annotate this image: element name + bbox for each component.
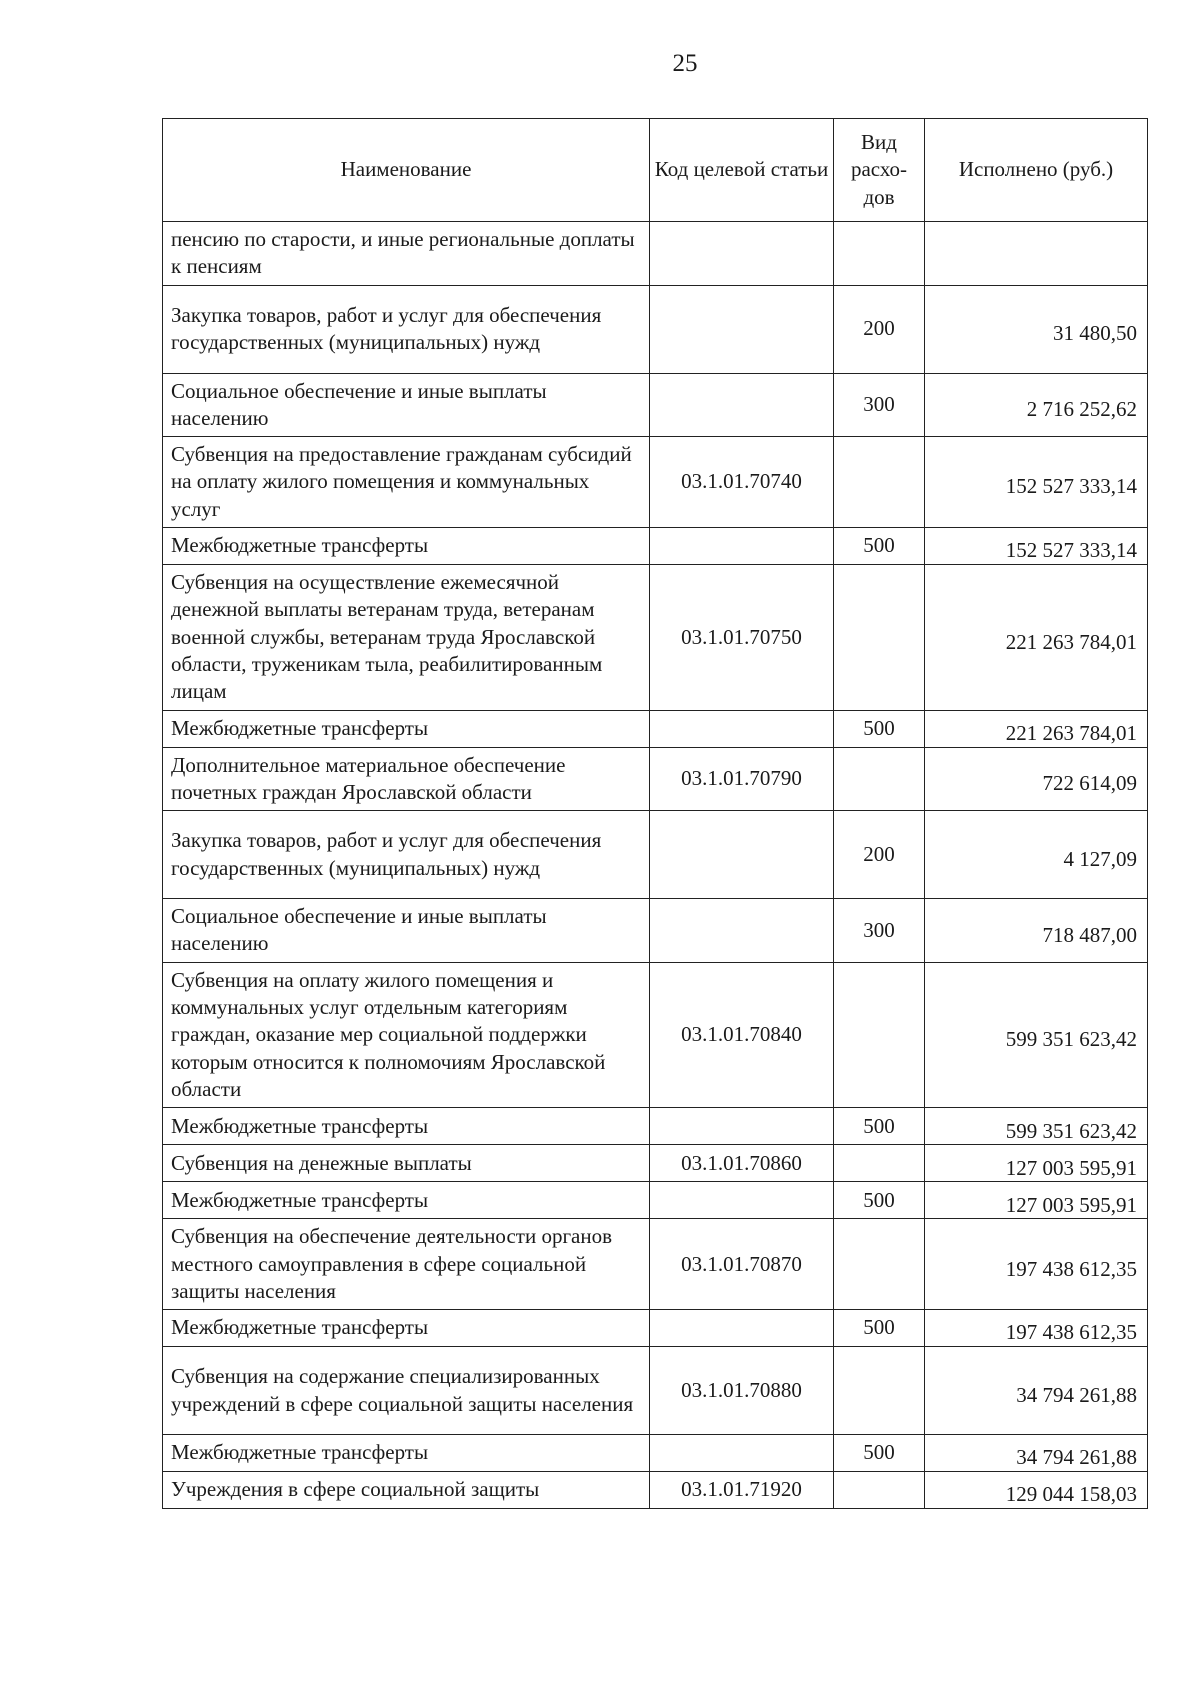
row-amount-cell — [925, 1182, 1148, 1219]
row-amount-cell — [925, 285, 1148, 373]
row-code-cell — [650, 437, 834, 528]
row-amount-text: 129 044 158,03 — [1005, 1482, 1137, 1507]
row-code-cell — [650, 962, 834, 1107]
row-kind-text: 200 — [863, 316, 895, 341]
header-name: Наименование — [163, 119, 650, 222]
row-code-text: 03.1.01.70860 — [681, 1150, 802, 1175]
table-row — [163, 1108, 1148, 1145]
row-amount-text: 2 716 252,62 — [1026, 397, 1137, 422]
row-code-text: 03.1.01.70880 — [681, 1377, 802, 1402]
row-amount-cell — [925, 1145, 1148, 1182]
row-code-cell — [650, 1310, 834, 1347]
row-amount-text: 152 527 333,14 — [1005, 474, 1137, 499]
row-kind-text: 500 — [863, 1440, 895, 1465]
row-amount-text: 221 263 784,01 — [1005, 720, 1137, 745]
row-name-cell — [163, 1435, 650, 1472]
row-name-cell — [163, 899, 650, 963]
row-name-text: Межбюджетные трансферты — [171, 1315, 429, 1340]
row-amount-text: 197 438 612,35 — [1005, 1256, 1137, 1281]
row-amount-cell — [925, 528, 1148, 565]
row-code-text: 03.1.01.70790 — [681, 766, 802, 791]
row-amount-text: 127 003 595,91 — [1005, 1192, 1137, 1217]
row-name-cell — [163, 1108, 650, 1145]
row-name-text: Субвенция на денежные выплаты — [171, 1150, 472, 1175]
row-name-text: Социальное обеспечение и иные выплаты населению — [171, 378, 547, 430]
row-kind-text: 500 — [863, 533, 895, 558]
table-header-row — [163, 119, 1148, 222]
row-name-cell — [163, 1347, 650, 1435]
row-name-text: Межбюджетные трансферты — [171, 1113, 429, 1138]
row-name-text: Социальное обеспечение и иные выплаты населению — [171, 904, 547, 956]
row-amount-text: 31 480,50 — [1053, 321, 1137, 346]
row-amount-cell — [925, 811, 1148, 899]
row-amount-cell — [925, 373, 1148, 437]
row-code-text: 03.1.01.70740 — [681, 469, 802, 494]
row-code-cell — [650, 222, 834, 286]
row-name-text: Закупка товаров, работ и услуг для обеспечения государственных (муниципальных) нужд — [171, 828, 602, 880]
row-name-text: Субвенция на предоставление гражданам субсидий на оплату жилого помещения и коммунальных услуг — [171, 442, 632, 521]
row-kind-cell — [834, 1145, 925, 1182]
row-code-text: 03.1.01.71920 — [681, 1477, 802, 1502]
row-amount-text: 718 487,00 — [1042, 922, 1137, 947]
row-name-cell — [163, 1182, 650, 1219]
row-amount-cell — [925, 565, 1148, 710]
row-amount-cell — [925, 437, 1148, 528]
row-code-cell — [650, 747, 834, 811]
table-row — [163, 710, 1148, 747]
row-amount-cell — [925, 1310, 1148, 1347]
row-kind-cell — [834, 565, 925, 710]
row-code-cell — [650, 528, 834, 565]
row-amount-text: 34 794 261,88 — [1016, 1382, 1137, 1407]
row-amount-cell — [925, 1108, 1148, 1145]
row-kind-cell — [834, 1182, 925, 1219]
row-kind-cell — [834, 285, 925, 373]
row-amount-cell — [925, 1435, 1148, 1472]
row-code-cell — [650, 1108, 834, 1145]
row-kind-cell — [834, 222, 925, 286]
row-name-cell — [163, 437, 650, 528]
row-code-cell — [650, 373, 834, 437]
row-name-cell — [163, 565, 650, 710]
row-kind-cell — [834, 528, 925, 565]
table-row — [163, 565, 1148, 710]
row-amount-text: 722 614,09 — [1042, 771, 1137, 796]
row-amount-cell — [925, 962, 1148, 1107]
row-kind-cell — [834, 1347, 925, 1435]
row-name-text: Учреждения в сфере социальной защиты — [171, 1477, 540, 1502]
table-row — [163, 1145, 1148, 1182]
row-kind-cell — [834, 1219, 925, 1310]
table-row — [163, 1435, 1148, 1472]
row-name-text: Межбюджетные трансферты — [171, 1187, 429, 1212]
row-kind-cell — [834, 1472, 925, 1509]
table-row — [163, 1310, 1148, 1347]
row-amount-text: 197 438 612,35 — [1005, 1320, 1137, 1345]
row-name-text: Субвенция на оплату жилого помещения и коммунальных услуг отдельным категориям граждан, оказание мер социальной поддержки которым относится к полномочиям Ярославской области — [171, 967, 606, 1101]
page-number: 25 — [672, 50, 698, 77]
row-name-text: Межбюджетные трансферты — [171, 1440, 429, 1465]
row-name-cell — [163, 1472, 650, 1509]
header-kind: Вид расхо-дов — [834, 119, 925, 222]
row-code-cell — [650, 811, 834, 899]
table-row — [163, 899, 1148, 963]
row-name-cell — [163, 285, 650, 373]
table-row — [163, 528, 1148, 565]
row-name-cell — [163, 373, 650, 437]
row-kind-cell — [834, 1108, 925, 1145]
table-body — [163, 222, 1148, 1509]
row-amount-cell — [925, 710, 1148, 747]
row-code-cell — [650, 899, 834, 963]
table-row — [163, 222, 1148, 286]
row-name-text: пенсию по старости, и иные региональные доплаты к пенсиям — [171, 227, 635, 279]
row-code-cell — [650, 1182, 834, 1219]
table-row — [163, 1182, 1148, 1219]
table-row — [163, 747, 1148, 811]
row-kind-text: 300 — [863, 392, 895, 417]
row-name-text: Субвенция на обеспечение деятельности органов местного самоуправления в сфере социальной защиты населения — [171, 1224, 613, 1303]
row-kind-text: 500 — [863, 1113, 895, 1138]
row-name-text: Межбюджетные трансферты — [171, 533, 429, 558]
row-name-text: Межбюджетные трансферты — [171, 715, 429, 740]
row-kind-cell — [834, 811, 925, 899]
table-row — [163, 437, 1148, 528]
row-amount-cell — [925, 1219, 1148, 1310]
row-amount-cell — [925, 1347, 1148, 1435]
row-code-cell — [650, 1347, 834, 1435]
row-name-cell — [163, 962, 650, 1107]
table-row — [163, 811, 1148, 899]
row-name-cell — [163, 1145, 650, 1182]
row-name-cell — [163, 528, 650, 565]
row-kind-cell — [834, 899, 925, 963]
table-row — [163, 1347, 1148, 1435]
row-name-cell — [163, 222, 650, 286]
row-name-cell — [163, 710, 650, 747]
expenditure-table — [162, 118, 1148, 1509]
row-code-cell — [650, 285, 834, 373]
row-kind-text: 300 — [863, 917, 895, 942]
row-amount-text: 4 127,09 — [1063, 847, 1137, 871]
row-amount-cell — [925, 222, 1148, 286]
row-amount-cell — [925, 1472, 1148, 1509]
row-code-text: 03.1.01.70870 — [681, 1251, 802, 1276]
header-amount: Исполнено (руб.) — [925, 119, 1148, 222]
header-code: Код целевой статьи — [650, 119, 834, 222]
row-name-cell — [163, 747, 650, 811]
row-kind-cell — [834, 962, 925, 1107]
row-name-text: Субвенция на осуществление ежемесячной денежной выплаты ветеранам труда, ветеранам военной службы, ветеранам труда Ярославской области, труженикам тыла, реабилитированным лицам — [171, 570, 603, 704]
row-name-text: Субвенция на содержание специализированных учреждений в сфере социальной защиты населения — [171, 1364, 634, 1416]
row-name-cell — [163, 811, 650, 899]
row-code-cell — [650, 1219, 834, 1310]
row-amount-text: 152 527 333,14 — [1005, 538, 1137, 563]
row-name-text: Дополнительное материальное обеспечение почетных граждан Ярославской области — [171, 752, 566, 804]
row-amount-text: 221 263 784,01 — [1005, 629, 1137, 654]
row-amount-text: 599 351 623,42 — [1005, 1027, 1137, 1052]
row-kind-cell — [834, 373, 925, 437]
row-code-cell — [650, 1145, 834, 1182]
row-amount-text: 127 003 595,91 — [1005, 1155, 1137, 1180]
row-kind-text: 500 — [863, 1187, 895, 1212]
row-kind-cell — [834, 1435, 925, 1472]
row-code-cell — [650, 1435, 834, 1472]
row-kind-text: 500 — [863, 715, 895, 740]
row-amount-text: 34 794 261,88 — [1016, 1445, 1137, 1470]
row-kind-text: 500 — [863, 1315, 895, 1340]
row-kind-text: 200 — [863, 842, 895, 866]
row-name-text: Закупка товаров, работ и услуг для обеспечения государственных (муниципальных) нужд — [171, 302, 602, 355]
table-row — [163, 285, 1148, 373]
row-amount-cell — [925, 899, 1148, 963]
row-kind-cell — [834, 710, 925, 747]
table-row — [163, 1472, 1148, 1509]
row-amount-cell — [925, 747, 1148, 811]
row-code-cell — [650, 1472, 834, 1509]
row-amount-text: 599 351 623,42 — [1005, 1118, 1137, 1143]
row-kind-cell — [834, 1310, 925, 1347]
table-row — [163, 962, 1148, 1107]
row-code-text: 03.1.01.70840 — [681, 1022, 802, 1047]
table-row — [163, 373, 1148, 437]
row-kind-cell — [834, 437, 925, 528]
row-name-cell — [163, 1310, 650, 1347]
row-code-cell — [650, 710, 834, 747]
row-code-text: 03.1.01.70750 — [681, 624, 802, 649]
table-row — [163, 1219, 1148, 1310]
row-kind-cell — [834, 747, 925, 811]
row-name-cell — [163, 1219, 650, 1310]
row-code-cell — [650, 565, 834, 710]
